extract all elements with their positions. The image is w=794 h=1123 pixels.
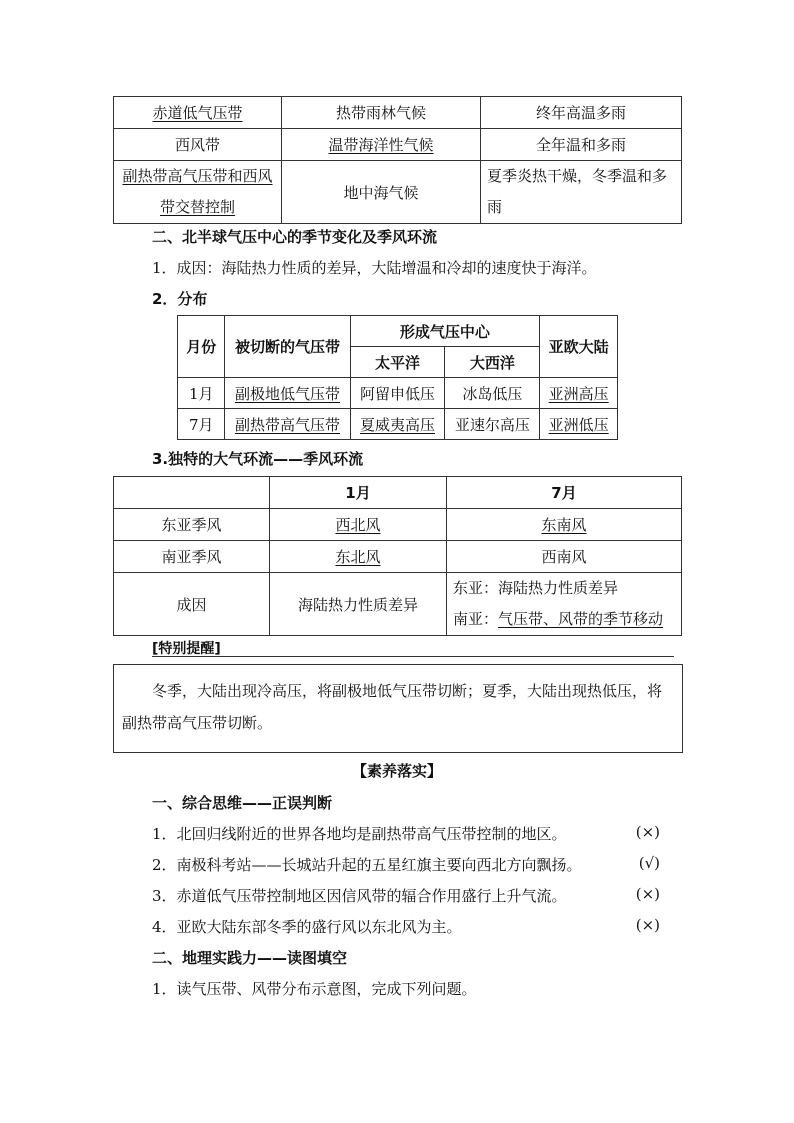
table-header: 被切断的气压带: [225, 316, 350, 378]
table-cell: 副热带高气压带: [225, 409, 350, 440]
table-cell: 副热带高气压带和西风带交替控制: [114, 161, 282, 224]
table-row: [114, 541, 682, 573]
answer-mark: (×): [635, 823, 660, 841]
table-cell: [114, 477, 270, 509]
section-heading: 二、北半球气压中心的季节变化及季风环流: [152, 228, 438, 246]
list-item: 2．南极科考站——长城站升起的五星红旗主要向西北方向飘扬。: [152, 856, 582, 874]
table-cell: 地中海气候: [282, 161, 481, 224]
table-cell: 海陆热力性质差异: [270, 573, 447, 636]
monsoon-table: [113, 476, 682, 636]
reminder-title: [特别提醒]: [152, 638, 674, 657]
paragraph: 1．成因：海陆热力性质的差异，大陆增温和冷却的速度快于海洋。: [152, 259, 597, 277]
table-row: [114, 573, 682, 636]
table-cell: 冰岛低压: [445, 378, 540, 409]
table-header: 1月: [270, 477, 447, 509]
table-row: [178, 409, 618, 440]
answer-mark: (√): [638, 854, 660, 872]
table-row: [114, 97, 682, 129]
table-header: 月份: [178, 316, 225, 378]
pressure-center-table: [177, 315, 618, 440]
table-cell: 7月: [178, 409, 225, 440]
table-row: [114, 477, 682, 509]
list-item: 3．赤道低气压带控制地区因信风带的辐合作用盛行上升气流。: [152, 887, 567, 905]
table-cell: 亚洲低压: [540, 409, 618, 440]
table-row: [114, 129, 682, 161]
reminder-box: [113, 664, 683, 753]
table-cell: 亚速尔高压: [445, 409, 540, 440]
list-item: 4．亚欧大陆东部冬季的盛行风以东北风为主。: [152, 918, 462, 936]
table-cell: 西南风: [447, 541, 682, 573]
table-cell: 东南风: [447, 509, 682, 541]
practice-title: 【素养落实】: [351, 762, 442, 780]
table-header: 太平洋: [350, 347, 445, 378]
section-heading: 一、综合思维——正误判断: [152, 794, 333, 812]
reminder-text: 冬季，大陆出现冷高压，将副极地低气压带切断；夏季，大陆出现热低压，将副热带高气压带切断。: [122, 682, 663, 732]
table-cell: 东亚：海陆热力性质差异 南亚：气压带、风带的季节移动: [447, 573, 682, 636]
table-row: [178, 378, 618, 409]
table-header: 大西洋: [445, 347, 540, 378]
answer-mark: (×): [635, 916, 660, 934]
table-cell: 1月: [178, 378, 225, 409]
table-header: 7月: [447, 477, 682, 509]
paragraph: 1．读气压带、风带分布示意图，完成下列问题。: [152, 980, 477, 998]
table-cell: 阿留申低压: [350, 378, 445, 409]
section-heading: 二、地理实践力——读图填空: [152, 949, 348, 967]
table-cell: 亚洲高压: [540, 378, 618, 409]
table-cell: 赤道低气压带: [114, 97, 282, 129]
table-row: [114, 509, 682, 541]
table-cell: 夏季炎热干燥，冬季温和多雨: [481, 161, 682, 224]
section-heading: 2．分布: [152, 290, 208, 308]
table-cell: 南亚季风: [114, 541, 270, 573]
table-cell: 热带雨林气候: [282, 97, 481, 129]
table-cell: 东亚季风: [114, 509, 270, 541]
section-heading: 3.独特的大气环流——季风环流: [152, 450, 364, 468]
table-cell: 温带海洋性气候: [282, 129, 481, 161]
table-cell: 副极地低气压带: [225, 378, 350, 409]
table-cell: 全年温和多雨: [481, 129, 682, 161]
table-row: [178, 316, 618, 347]
list-item: 1．北回归线附近的世界各地均是副热带高气压带控制的地区。: [152, 825, 567, 843]
table-header: 亚欧大陆: [540, 316, 618, 378]
table-cell: 终年高温多雨: [481, 97, 682, 129]
table-cell: 东北风: [270, 541, 447, 573]
table-cell: 成因: [114, 573, 270, 636]
answer-mark: (×): [635, 885, 660, 903]
table-cell: 西风带: [114, 129, 282, 161]
table-header: 形成气压中心: [350, 316, 540, 347]
table-cell: 夏威夷高压: [350, 409, 445, 440]
climate-table: [113, 96, 682, 224]
table-cell: 西北风: [270, 509, 447, 541]
table-row: [114, 161, 682, 224]
